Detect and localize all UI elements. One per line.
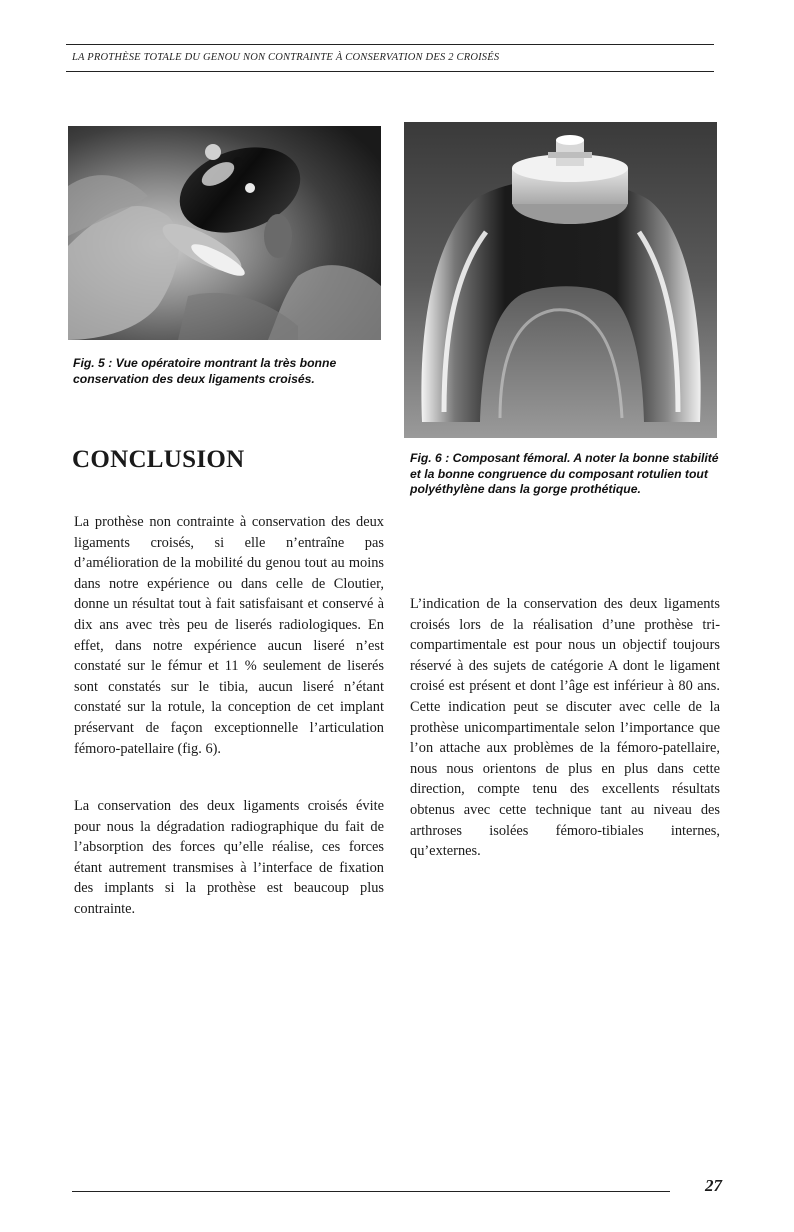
page-number: 27	[705, 1176, 722, 1195]
figure-6-caption-text: Composant fémoral. A noter la bonne stabilité et la bonne congruence du composant rotulien tout polyéthylène dans la gorge prothétique.	[410, 451, 719, 496]
figure-6-image	[404, 122, 717, 438]
figure-5-image	[68, 126, 381, 340]
conclusion-heading: CONCLUSION	[72, 446, 245, 473]
figure-6-label: Fig. 6 :	[410, 451, 450, 465]
figure-5-label: Fig. 5 :	[73, 356, 113, 370]
conclusion-paragraph-3: L’indication de la conservation des deux ligaments croisés lors de la réalisation d’une prothèse tri-compartimentale est pour nous un objectif toujours réservé à des sujets de catégorie A dont le ligament croisé est présent et dont l’âge est inférieur à 80 ans. Cette indication peut se discuter avec celle de la prothèse unicompartimentale selon l’importance que l’on attache aux problèmes de la fémoro-patellaire, nous nous orientons de plus en plus dans cette direction, compte tenu des excellents résultats obtenus avec cette technique tant au niveau des arthroses isolées fémoro-tibiales internes, qu’externes.	[410, 596, 720, 860]
header-top-rule	[66, 44, 714, 45]
header-bottom-rule	[66, 71, 714, 72]
running-title: LA PROTHÈSE TOTALE DU GENOU NON CONTRAINTE À CONSERVATION DES 2 CROISÉS	[72, 52, 500, 63]
figure-5-caption-text: Vue opératoire montrant la très bonne conservation des deux ligaments croisés.	[73, 356, 337, 386]
figure-5-caption	[73, 356, 383, 387]
figure-6-caption	[410, 451, 720, 498]
footer-rule	[72, 1191, 670, 1192]
conclusion-paragraph-2: La conservation des deux ligaments croisés évite pour nous la dégradation radiographique du fait de l’absorption des forces qu’elle réalise, ces forces étant autrement transmises à l’interface de fixation des implants si la prothèse est beaucoup plus contrainte.	[74, 798, 384, 917]
conclusion-paragraph-1: La prothèse non contrainte à conservation des deux ligaments croisés, si elle n’entraîne pas d’amélioration de la mobilité du genou tout au moins dans notre expérience ou dans celle de Cloutier, donne un résultat tout à fait satisfaisant et conservé à dix ans avec très peu de liserés radiologiques. En effet, dans notre expérience aucun liseré n’est constaté sur le fémur et 11 % seulement de liserés sont constatés sur le tibia, aucun liseré n’étant constaté sur la rotule, la conception de cet implant préservant de façon exceptionnelle l’articulation fémoro-patellaire (fig. 6).	[74, 514, 384, 757]
